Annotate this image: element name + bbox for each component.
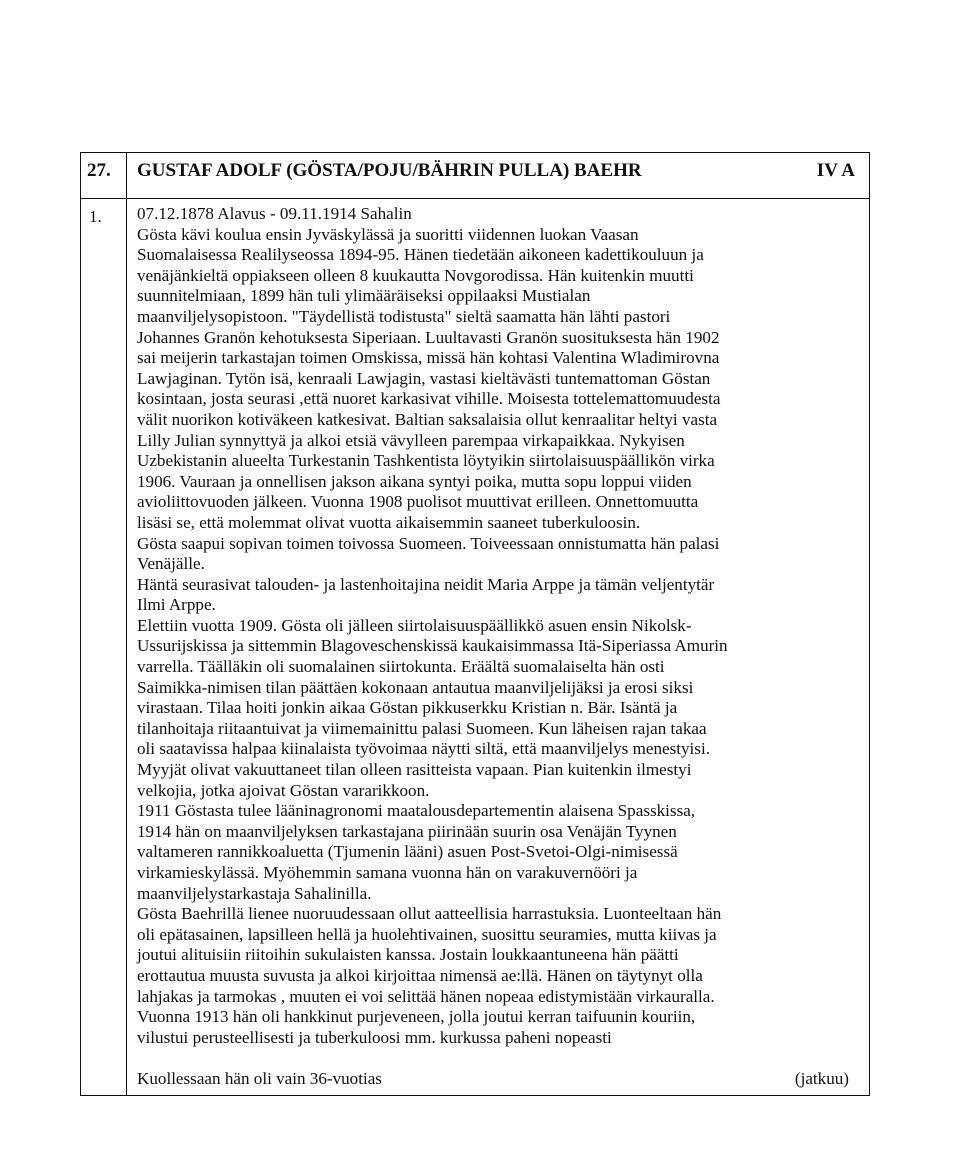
entry-table [80,152,870,1096]
text-line: oli epätasainen, lapsilleen hellä ja huolehtivainen, suosittu seuramies, mutta kiivas ja [137,924,717,944]
text-line: virkamieskylässä. Myöhemmin samana vuonna hän on varakuvernööri ja [137,863,638,882]
text-line: Venäjälle. [137,554,205,574]
text-line: maanviljelysopistoon. "Täydellistä todistusta" sieltä saamatta hän lähti pastori [137,306,671,326]
text-line: Vuonna 1913 hän oli hankkinut purjeveneen, jolla joutui kerran taifuunin kouriin, [137,1007,696,1027]
text-line: erottautua muusta suvusta ja alkoi kirjoittaa nimensä ae:llä. Hänen on täytynyt olla [137,965,703,985]
biography-text [137,204,859,1090]
text-line: sai meijerin tarkastajan toimen Omskissa, missä hän kohtasi Valentina Wladimirovna [137,348,720,368]
text-line: Johannes Granön kehotuksesta Siperiaan. Luultavasti Granön suosituksesta hän 1902 [137,327,720,347]
text-line: Gösta kävi koulua ensin Jyväskylässä ja suoritti viidennen luokan Vaasan [137,224,639,244]
text-line: Gösta saapui sopivan toimen toivossa Suomeen. Toiveessaan onnistumatta hän palasi [137,533,720,553]
text-line: suunnitelmiaan, 1899 hän tuli ylimääräiseksi oppilaaksi Mustialan [137,286,591,306]
text-line: Lilly Julian synnyttyä ja alkoi etsiä vävylleen parempaa virkapaikkaa. Nykyisen [137,430,685,450]
text-line: Gösta Baehrillä lienee nuoruudessaan ollut aatteellisia harrastuksia. Luonteeltaan hän [137,904,722,924]
continued-marker: (jatkuu) [794,1068,849,1088]
entry-title: GUSTAF ADOLF (GÖSTA/POJU/BÄHRIN PULLA) BAEHR [137,160,642,181]
text-line: 07.12.1878 Alavus - 09.11.1914 Sahalin [137,204,412,223]
text-line: Elettiin vuotta 1909. Gösta oli jälleen siirtolaisuuspäällikkö asuen ensin Nikolsk- [137,615,692,635]
row-divider [81,198,869,199]
text-line: Ilmi Arppe. [137,595,216,615]
text-line: vilustui perusteellisesti ja tuberkuloosi mm. kurkussa paheni nopeasti [137,1027,612,1047]
text-line: lisäsi se, että molemmat olivat vuotta aikaisemmin saaneet tuberkuloosin. [137,512,641,532]
text-line: 1906. Vauraan ja onnellisen jakson aikana syntyi poika, mutta sopu loppui viiden [137,471,692,491]
final-line [137,1069,849,1090]
text-line: avioliittovuoden jälkeen. Vuonna 1908 puolisot muuttivat erilleen. Onnettomuutta [137,492,699,512]
text-line: Lawjaginan. Tytön isä, kenraali Lawjagin, vastasi kieltävästi tuntemattoman Göstan [137,368,711,388]
text-line: Uzbekistanin alueelta Turkestanin Tashkentista löytyikin siirtolaisuuspäällikön virka [137,451,715,471]
final-line-text: Kuollessaan hän oli vain 36-vuotias [137,1068,382,1088]
text-line [137,1048,859,1069]
text-line: venäjänkieltä oppiakseen olleen 8 kuukautta Novgorodissa. Hän kuitenkin muutti [137,265,694,285]
text-line: Myyjät olivat vakuuttaneet tilan olleen rasitteista vapaan. Pian kuitenkin ilmestyi [137,760,692,780]
text-line: valtameren rannikkoaluetta (Tjumenin lääni) asuen Post-Svetoi-Olgi-nimisessä [137,842,678,862]
text-line: velkojia, jotka ajoivat Göstan vararikkoon. [137,780,430,800]
text-line: 1911 Göstasta tulee lääninagronomi maatalousdepartementin alaisena Spasskissa, [137,801,696,821]
text-line: virastaan. Tilaa hoiti jonkin aikaa Göstan pikkuserkku Kristian n. Bär. Isäntä ja [137,698,678,718]
text-line: tilanhoitaja riitaantuivat ja viimemainittu palasi Suomeen. Kun läheisen rajan takaa [137,718,707,738]
text-line: joutui alituisiin riitoihin sukulaisten kanssa. Jostain loukkaantuneena hän päätti [137,945,679,965]
text-line: kosintaan, josta seurasi ,että nuoret karkasivat vihille. Moisesta tottelemattomuudesta [137,389,721,409]
entry-number: 27. [87,160,111,181]
text-line: lahjakas ja tarmokas , muuten ei voi selittää hänen nopeaa edistymistään virkauralla. [137,986,715,1006]
text-line: Häntä seurasivat talouden- ja lastenhoitajina neidit Maria Arppe ja tämän veljentytär [137,574,715,594]
text-line: välit nuorikon kotiväkeen katkesivat. Baltian saksalaisia ollut kenraalitar heltyi vasta [137,409,718,429]
text-line: Ussurijskissa ja sittemmin Blagoveschenskissä kaukaisimmassa Itä-Siperiassa Amurin [137,636,728,656]
text-line: maanviljelystarkastaja Sahalinilla. [137,883,372,903]
text-line: 1914 hän on maanviljelyksen tarkastajana piirinään suurin osa Venäjän Tyynen [137,821,677,841]
entry-class: IV A [816,160,855,181]
column-divider [126,153,127,1095]
section-number: 1. [89,207,102,226]
text-line: oli saatavissa halpaa kiinalaista työvoimaa näytti siltä, että maanviljelys menestyisi. [137,739,710,759]
text-line: varrella. Täälläkin oli suomalainen siirtokunta. Eräältä suomalaiselta hän osti [137,657,665,677]
text-line: Saimikka-nimisen tilan päättäen kokonaan antautua maanviljelijäksi ja erosi siksi [137,677,694,697]
text-line: Suomalaisessa Realilyseossa 1894-95. Hänen tiedetään aikoneen kadettikouluun ja [137,245,704,265]
